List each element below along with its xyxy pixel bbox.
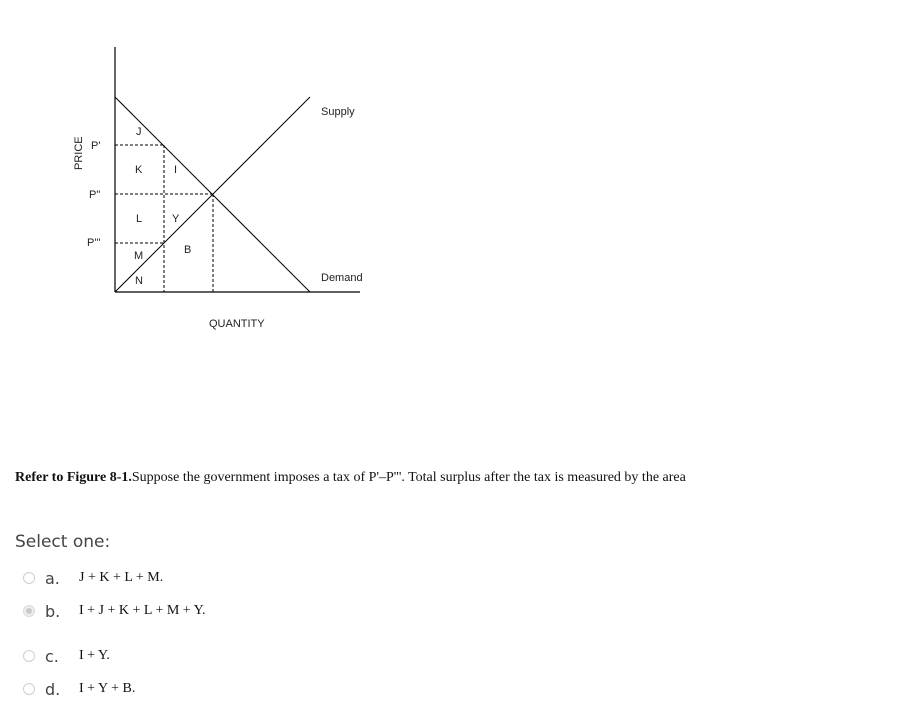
answer-option-c[interactable] [23,644,110,668]
price-label-p1: P' [91,140,101,152]
answer-option-b[interactable] [23,599,205,623]
price-label-p3: P''' [87,237,101,249]
option-text: J + K + L + M. [79,570,164,585]
select-one-prompt: Select one: [15,532,111,552]
option-text: I + Y. [79,648,110,663]
area-label-i: I [174,164,178,176]
radio-button-a[interactable] [23,572,35,584]
demand-label: Demand [321,272,363,284]
area-label-j: J [136,126,142,138]
option-letter: d. [45,679,61,699]
answer-option-a[interactable] [23,566,163,590]
supply-demand-figure [0,0,909,340]
radio-button-d[interactable] [23,683,35,695]
question-text [15,470,686,486]
radio-button-c[interactable] [23,650,35,662]
area-label-b: B [184,244,192,256]
supply-label: Supply [321,106,355,118]
x-axis-label: QUANTITY [209,318,265,330]
option-letter: b. [45,601,61,621]
area-label-m: M [134,250,144,262]
y-axis-label: PRICE [73,136,85,170]
question-body: Suppose the government imposes a tax of P'–P'''. Total surplus after the tax is measured by the area [131,470,686,485]
option-letter: c. [45,646,59,666]
option-letter: a. [45,568,60,588]
area-label-k: K [135,164,143,176]
option-text: I + Y + B. [79,681,136,696]
option-text: I + J + K + L + M + Y. [79,603,206,618]
question-reference: Refer to Figure 8-1. [15,470,132,485]
price-label-p2: P" [89,189,101,201]
area-label-l: L [136,213,143,225]
area-label-n: N [135,275,143,287]
answer-option-d[interactable] [23,677,135,701]
radio-button-b[interactable] [23,605,35,617]
area-label-y: Y [172,213,180,225]
